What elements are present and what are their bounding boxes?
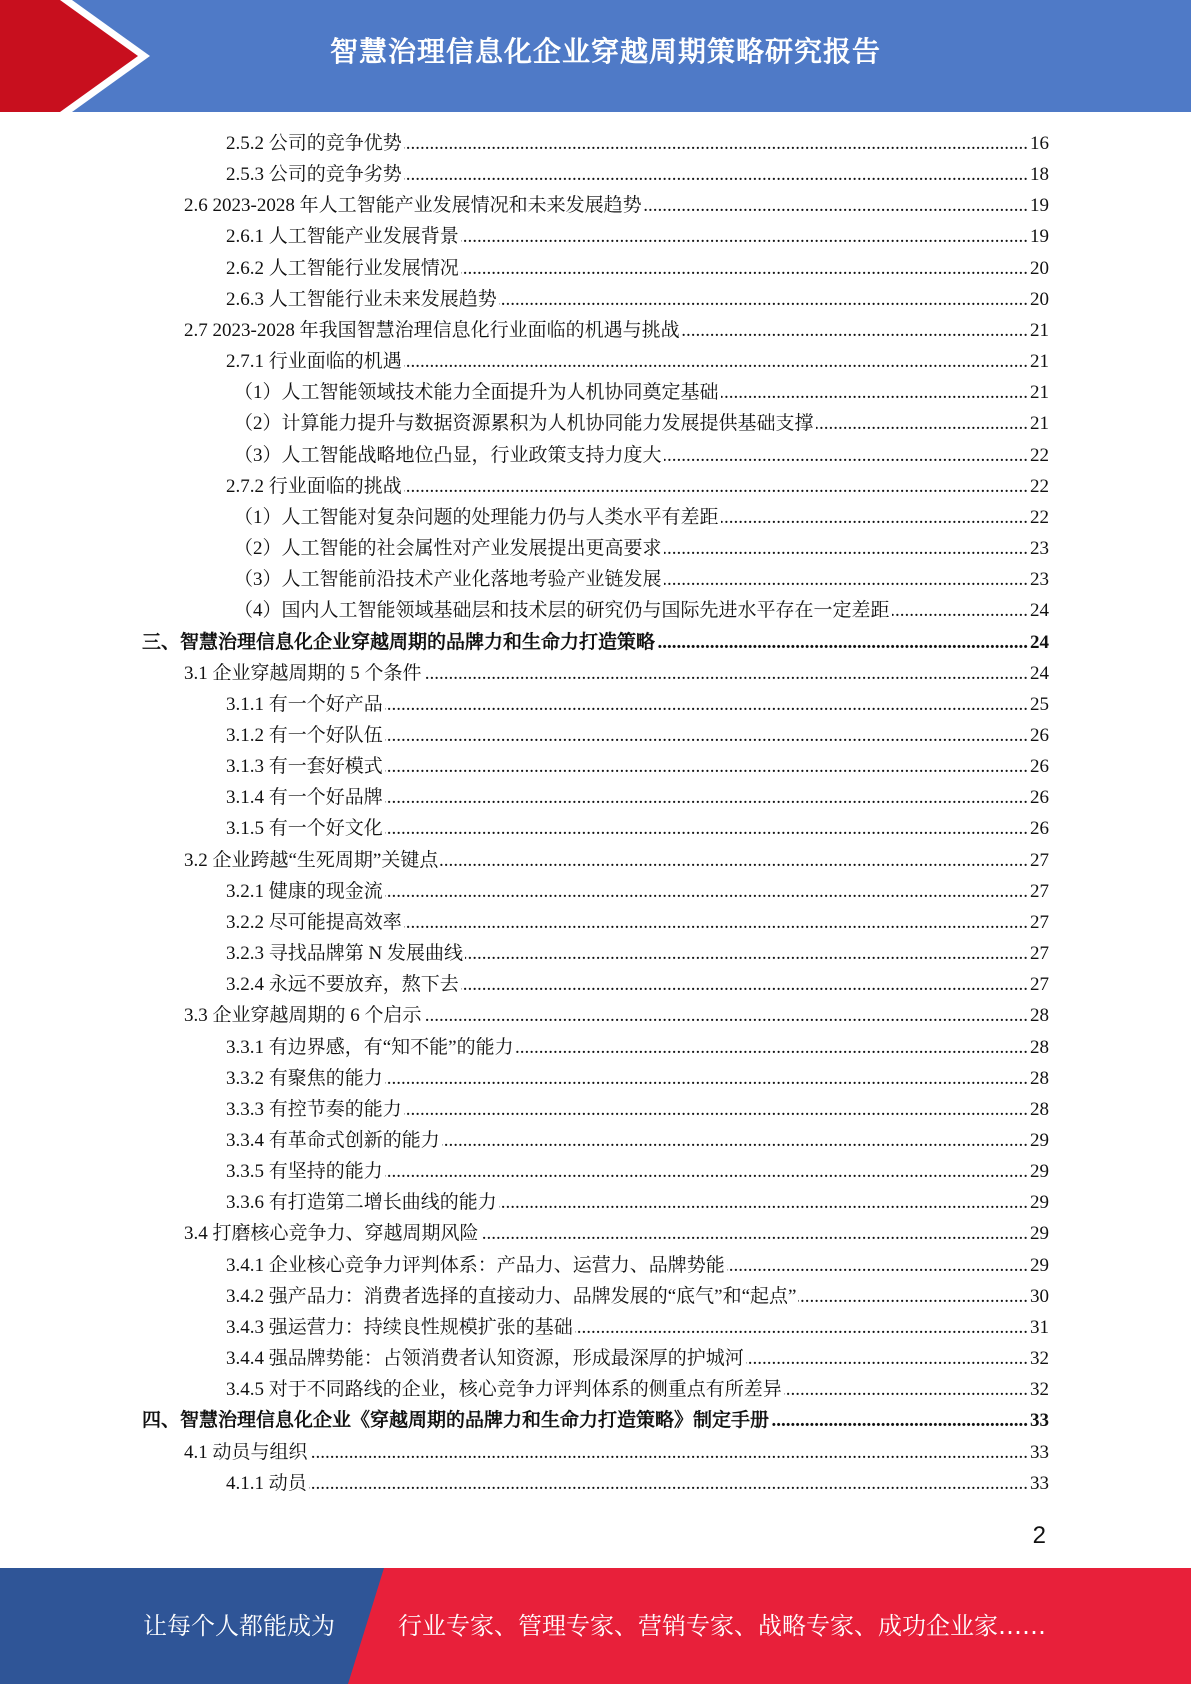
toc-entry-page: 24 — [1029, 658, 1049, 689]
toc-entry[interactable] — [0, 1250, 1191, 1281]
toc-entry-title: （2）人工智能的社会属性对产业发展提出更高要求 — [234, 533, 664, 564]
toc-entry[interactable] — [0, 689, 1191, 720]
toc-entry[interactable] — [0, 1032, 1191, 1063]
toc-entry-page: 33 — [1029, 1437, 1049, 1468]
toc-entry-title: （2）计算能力提升与数据资源累积为人机协同能力发展提供基础支撑 — [234, 408, 816, 439]
toc-entry[interactable] — [0, 658, 1191, 689]
toc-entry[interactable] — [0, 1312, 1191, 1343]
toc-entry-page: 24 — [1029, 595, 1049, 626]
toc-entry-title: 3.4.1 企业核心竞争力评判体系：产品力、运营力、品牌势能 — [226, 1250, 727, 1281]
toc-entry[interactable] — [0, 564, 1191, 595]
toc-entry-page: 27 — [1029, 907, 1049, 938]
toc-entry-page: 21 — [1029, 346, 1049, 377]
toc-entry-title: 3.2 企业跨越“生死周期”关键点 — [184, 845, 440, 876]
toc-entry-page: 27 — [1029, 938, 1049, 969]
toc-entry[interactable] — [0, 1063, 1191, 1094]
toc-entry[interactable] — [0, 595, 1191, 626]
toc-entry-page: 24 — [1029, 627, 1049, 658]
toc-entry-title: 3.1.2 有一个好队伍 — [226, 720, 385, 751]
toc-entry-page: 29 — [1029, 1250, 1049, 1281]
toc-entry-page: 33 — [1029, 1405, 1049, 1436]
toc-entry-page: 32 — [1029, 1374, 1049, 1405]
toc-entry-title: 2.6 2023-2028 年人工智能产业发展情况和未来发展趋势 — [184, 190, 644, 221]
toc-entry-page: 26 — [1029, 813, 1049, 844]
toc-entry-title: 2.5.2 公司的竞争优势 — [226, 128, 404, 159]
toc-entry-title: 3.2.3 寻找品牌第 N 发展曲线 — [226, 938, 465, 969]
toc-entry[interactable] — [0, 315, 1191, 346]
toc-leader-dots — [226, 1468, 1028, 1499]
toc-entry-page: 21 — [1029, 315, 1049, 346]
toc-entry-page: 28 — [1029, 1032, 1049, 1063]
toc-entry-title: 4.1.1 动员 — [226, 1468, 309, 1499]
toc-entry-title: 3.3.3 有控节奏的能力 — [226, 1094, 404, 1125]
toc-entry-page: 28 — [1029, 1063, 1049, 1094]
toc-entry-page: 23 — [1029, 564, 1049, 595]
toc-entry-page: 22 — [1029, 471, 1049, 502]
toc-entry[interactable] — [0, 751, 1191, 782]
toc-entry-title: 3.3.1 有边界感，有“知不能”的能力 — [226, 1032, 516, 1063]
toc-entry[interactable] — [0, 907, 1191, 938]
toc-entry-page: 23 — [1029, 533, 1049, 564]
toc-entry[interactable] — [0, 1468, 1191, 1499]
toc-entry[interactable] — [0, 346, 1191, 377]
toc-entry[interactable] — [0, 1000, 1191, 1031]
toc-entry-title: 3.3.6 有打造第二增长曲线的能力 — [226, 1187, 499, 1218]
toc-entry[interactable] — [0, 377, 1191, 408]
toc-entry[interactable] — [0, 720, 1191, 751]
toc-entry-title: 2.7.1 行业面临的机遇 — [226, 346, 404, 377]
toc-entry-title: 三、智慧治理信息化企业穿越周期的品牌力和生命力打造策略 — [142, 627, 657, 658]
toc-entry-page: 28 — [1029, 1000, 1049, 1031]
toc-entry[interactable] — [0, 1281, 1191, 1312]
toc-entry-page: 27 — [1029, 845, 1049, 876]
footer-slogan-left: 让每个人都能成为 — [143, 1612, 335, 1640]
toc-entry-page: 22 — [1029, 440, 1049, 471]
toc-entry-title: 2.6.3 人工智能行业未来发展趋势 — [226, 284, 499, 315]
toc-entry-page: 25 — [1029, 689, 1049, 720]
toc-entry-page: 19 — [1029, 190, 1049, 221]
toc-entry-title: 四、智慧治理信息化企业《穿越周期的品牌力和生命力打造策略》制定手册 — [142, 1405, 771, 1436]
toc-entry[interactable] — [0, 1187, 1191, 1218]
toc-entry-page: 20 — [1029, 253, 1049, 284]
toc-entry-title: 3.3 企业穿越周期的 6 个启示 — [184, 1000, 424, 1031]
toc-entry[interactable] — [0, 782, 1191, 813]
toc-entry-title: 3.2.4 永远不要放弃，熬下去 — [226, 969, 461, 1000]
toc-entry[interactable] — [0, 284, 1191, 315]
toc-entry-title: 2.5.3 公司的竞争劣势 — [226, 159, 404, 190]
toc-entry-title: 3.1 企业穿越周期的 5 个条件 — [184, 658, 424, 689]
toc-entry-title: 3.3.4 有革命式创新的能力 — [226, 1125, 442, 1156]
toc-entry-title: （3）人工智能前沿技术产业化落地考验产业链发展 — [234, 564, 664, 595]
toc-entry[interactable] — [0, 1374, 1191, 1405]
toc-entry[interactable] — [0, 1125, 1191, 1156]
toc-entry-page: 22 — [1029, 502, 1049, 533]
toc-entry-title: 3.4.5 对于不同路线的企业，核心竞争力评判体系的侧重点有所差异 — [226, 1374, 784, 1405]
toc-entry-page: 21 — [1029, 408, 1049, 439]
toc-entry-page: 28 — [1029, 1094, 1049, 1125]
toc-entry[interactable] — [0, 627, 1191, 658]
page-footer — [0, 1568, 1191, 1684]
toc-entry[interactable] — [0, 1405, 1191, 1436]
toc-entry-page: 20 — [1029, 284, 1049, 315]
toc-entry-title: 3.3.5 有坚持的能力 — [226, 1156, 385, 1187]
toc-entry-title: 2.6.1 人工智能产业发展背景 — [226, 221, 461, 252]
toc-entry-page: 26 — [1029, 782, 1049, 813]
toc-entry-page: 26 — [1029, 720, 1049, 751]
toc-entry[interactable] — [0, 1343, 1191, 1374]
toc-entry[interactable] — [0, 533, 1191, 564]
toc-entry[interactable] — [0, 190, 1191, 221]
toc-entry-title: 2.6.2 人工智能行业发展情况 — [226, 253, 461, 284]
toc-entry-title: 4.1 动员与组织 — [184, 1437, 310, 1468]
page-header — [0, 0, 1191, 112]
toc-entry[interactable] — [0, 876, 1191, 907]
toc-entry-title: 2.7.2 行业面临的挑战 — [226, 471, 404, 502]
toc-entry[interactable] — [0, 1094, 1191, 1125]
toc-entry-page: 30 — [1029, 1281, 1049, 1312]
toc-entry-title: （3）人工智能战略地位凸显，行业政策支持力度大 — [234, 440, 664, 471]
page-number: 2 — [1032, 1522, 1046, 1549]
toc-entry-title: 3.1.5 有一个好文化 — [226, 813, 385, 844]
toc-entry[interactable] — [0, 1218, 1191, 1249]
toc-entry[interactable] — [0, 1156, 1191, 1187]
toc-entry[interactable] — [0, 440, 1191, 471]
toc-entry-title: （1）人工智能对复杂问题的处理能力仍与人类水平有差距 — [234, 502, 721, 533]
toc-entry-page: 31 — [1029, 1312, 1049, 1343]
toc-entry[interactable] — [0, 159, 1191, 190]
toc-entry-page: 26 — [1029, 751, 1049, 782]
toc-entry[interactable] — [0, 813, 1191, 844]
toc-leader-dots — [184, 1437, 1028, 1468]
footer-slogan-right: 行业专家、管理专家、营销专家、战略专家、成功企业家…… — [398, 1612, 1046, 1640]
toc-entry-title: 3.1.3 有一套好模式 — [226, 751, 385, 782]
toc-entry-page: 29 — [1029, 1125, 1049, 1156]
toc-entry-page: 19 — [1029, 221, 1049, 252]
toc-entry[interactable] — [0, 969, 1191, 1000]
toc-entry-title: 3.2.1 健康的现金流 — [226, 876, 385, 907]
toc-entry-title: 3.4 打磨核心竞争力、穿越周期风险 — [184, 1218, 481, 1249]
toc-entry-title: 2.7 2023-2028 年我国智慧治理信息化行业面临的机遇与挑战 — [184, 315, 682, 346]
toc-entry[interactable] — [0, 128, 1191, 159]
toc-entry[interactable] — [0, 253, 1191, 284]
toc-entry[interactable] — [0, 502, 1191, 533]
toc-entry-page: 29 — [1029, 1156, 1049, 1187]
toc-entry-page: 29 — [1029, 1187, 1049, 1218]
toc-entry-title: 3.4.4 强品牌势能：占领消费者认知资源，形成最深厚的护城河 — [226, 1343, 746, 1374]
toc-entry-page: 18 — [1029, 159, 1049, 190]
toc-entry-page: 29 — [1029, 1218, 1049, 1249]
toc-entry-title: （4）国内人工智能领域基础层和技术层的研究仍与国际先进水平存在一定差距 — [234, 595, 892, 626]
toc-entry[interactable] — [0, 471, 1191, 502]
toc-entry-page: 33 — [1029, 1468, 1049, 1499]
report-title: 智慧治理信息化企业穿越周期策略研究报告 — [329, 35, 881, 68]
toc-entry-title: 3.3.2 有聚焦的能力 — [226, 1063, 385, 1094]
toc-entry[interactable] — [0, 845, 1191, 876]
toc-entry-title: 3.1.4 有一个好品牌 — [226, 782, 385, 813]
toc-entry-page: 27 — [1029, 969, 1049, 1000]
toc-entry-page: 27 — [1029, 876, 1049, 907]
toc-entry-title: 3.2.2 尽可能提高效率 — [226, 907, 404, 938]
toc-entry-page: 21 — [1029, 377, 1049, 408]
toc-entry-title: 3.1.1 有一个好产品 — [226, 689, 385, 720]
toc-entry-title: 3.4.2 强产品力：消费者选择的直接动力、品牌发展的“底气”和“起点” — [226, 1281, 798, 1312]
toc-entry-page: 32 — [1029, 1343, 1049, 1374]
toc-entry[interactable] — [0, 1437, 1191, 1468]
toc-entry[interactable] — [0, 408, 1191, 439]
toc-entry[interactable] — [0, 221, 1191, 252]
toc-entry-title: 3.4.3 强运营力：持续良性规模扩张的基础 — [226, 1312, 575, 1343]
table-of-contents — [0, 128, 1191, 1499]
toc-entry[interactable] — [0, 938, 1191, 969]
toc-entry-title: （1）人工智能领域技术能力全面提升为人机协同奠定基础 — [234, 377, 721, 408]
toc-entry-page: 16 — [1029, 128, 1049, 159]
